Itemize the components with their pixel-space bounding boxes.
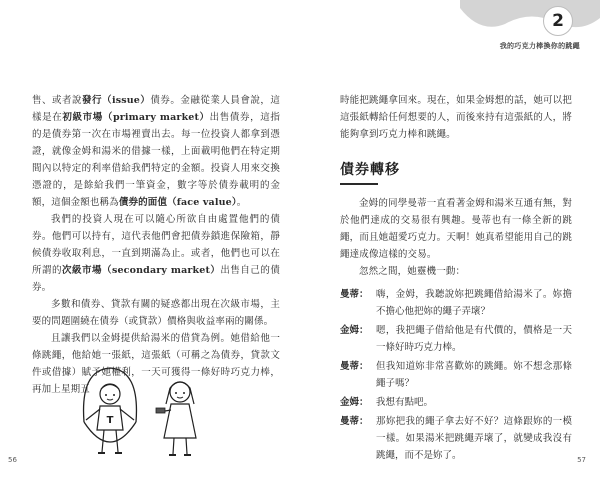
term-face-value: 債券的面值（face value）: [118, 197, 237, 208]
text-run: 債券。金融從業人員會說，這樣是在: [32, 95, 280, 123]
text-run: 出售自己的債券。: [32, 265, 280, 293]
right-intro-paragraph: [340, 92, 572, 143]
dialogue-block: [340, 286, 572, 464]
left-body-text: [32, 92, 280, 398]
dialogue-line: [340, 413, 572, 464]
page-number-left: 56: [8, 456, 17, 464]
chapter-tab-shape: [460, 0, 600, 36]
dialogue-line: [340, 322, 572, 356]
left-paragraph-3: 多數和債券、貸款有關的疑惑都出現在次級市場，主要的問題圍繞在債券（或貸款）價格與收益率兩的關係。: [32, 299, 280, 327]
text-run: 出售債券，這指的是債券第一次在市場裡賣出去。每一位投資人都拿到憑證，就像金姆和湯米的借據一樣，上面載明他們在特定期間內以特定的利率借給我們特定的金額。投資人用來交換憑證的，是餘給我們一筆資金，數字等於債券載明的金額，這個金額也稱為: [32, 112, 280, 208]
dialogue-text: 但我知道妳非常喜歡妳的跳繩。妳不想念那條繩子嗎？: [376, 361, 572, 389]
text-run: 售、或者說: [32, 95, 82, 106]
dialogue-speaker: 曼蒂：: [340, 361, 369, 372]
dialogue-text: 那妳把我的繩子拿去好不好？這條跟妳的一模一樣。如果湯米把跳繩弄壞了，就變成我沒有跳繩，而不是妳了。: [376, 416, 572, 461]
text-run: 我們的投資人現在可以隨心所欲自由處置他們的債券。他們可以持有，這代表他們會把債券鎖進保險箱，靜候債券收取利息，一直到期滿為止。或者，他們也可以在所謂的: [32, 214, 280, 276]
term-primary-market: 初級市場（primary market）: [62, 112, 210, 123]
right-paragraph-1: 金姆的同學曼蒂一直看著金姆和湯米互通有無，對於他們達成的交易很有興趣。曼蒂也有一條全新的跳繩，而且她超愛巧克力。天啊！她真希望能用自己的跳繩達成像這樣的交易。: [340, 198, 572, 260]
chapter-number-badge: 2: [543, 6, 573, 36]
right-body-text: [340, 92, 572, 466]
right-page: [300, 0, 600, 480]
dialogue-speaker: 曼蒂：: [340, 289, 369, 300]
dialogue-text: 我想有點吧。: [376, 397, 434, 408]
dialogue-speaker: 金姆：: [340, 397, 369, 408]
chapter-title: 我的巧克力棒換你的跳繩: [499, 41, 580, 50]
text-run: 時能把跳繩拿回來。現在，如果金姆想的話，她可以把這張紙轉給任何想要的人，而後來持有這張紙的人，將能夠拿到巧克力棒: [340, 95, 572, 140]
kids-jump-rope-illustration: [70, 364, 220, 464]
dialogue-speaker: 曼蒂：: [340, 416, 369, 427]
page-number-right: 57: [577, 456, 586, 464]
term-secondary-market: 次級市場（secondary market）: [62, 265, 221, 276]
left-paragraph-4: 且讓我們以金姆提供給湯米的借貸為例。她借給他一條跳繩，他給她一張紙，這張紙（可稱之為債券，貸款文件或借據）賦予她權利，一天可獲得一條好時巧克力棒，再加上星期五: [32, 333, 280, 395]
dialogue-line: [340, 394, 572, 411]
left-paragraph-1: [32, 92, 280, 211]
text-run: 和跳繩。: [417, 129, 456, 140]
term-issue: 發行（issue）: [82, 95, 151, 106]
dialogue-text: 嗨，金姆，我聽說妳把跳繩借給湯米了。妳擔不擔心他把妳的繩子弄壞？: [376, 289, 572, 317]
dialogue-line: [340, 358, 572, 392]
left-paragraph-2: [32, 211, 280, 296]
dialogue-speaker: 金姆：: [340, 325, 369, 336]
svg-text:T: T: [106, 415, 114, 426]
dialogue-text: 嗯，我把繩子借給他是有代價的，價格是一天一條好時巧克力棒。: [376, 325, 572, 353]
dialogue-line: [340, 286, 572, 320]
text-run: 。: [236, 197, 247, 208]
section-heading: 債券轉移: [340, 159, 572, 185]
right-paragraph-2: 忽然之間，她靈機一動：: [359, 266, 466, 277]
